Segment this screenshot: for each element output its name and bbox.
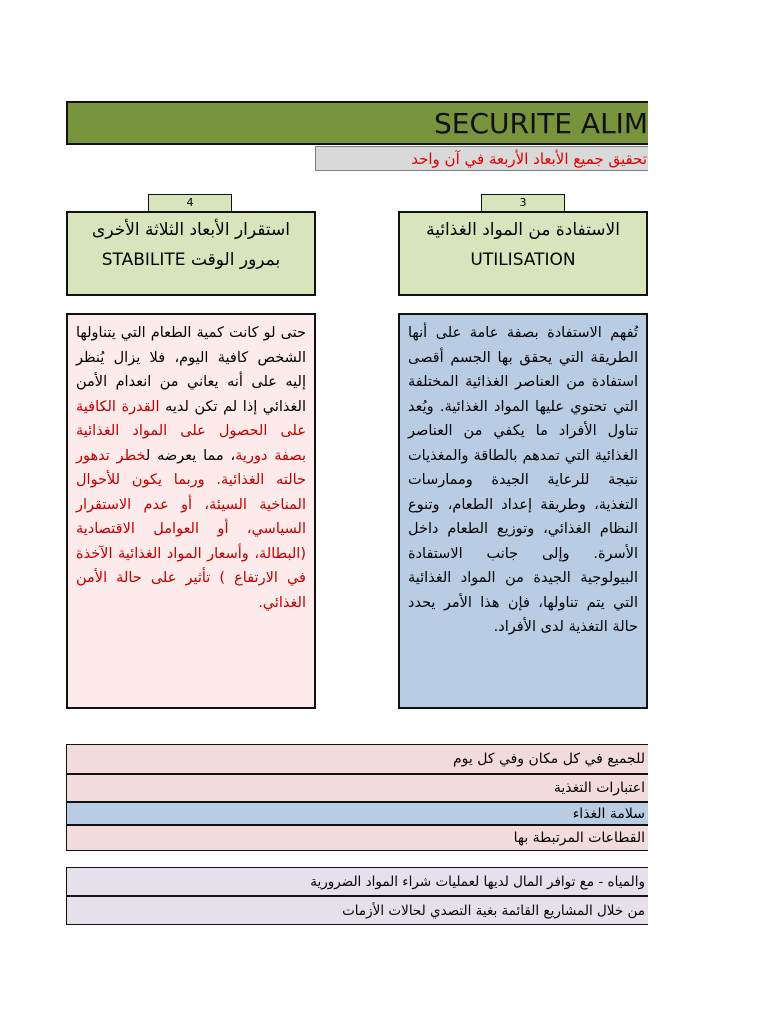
stability-text-1: حتى لو كانت كمية الطعام التي يتناولها الشخص كافية اليوم، فلا يزال يُنظر إليه على أنه يعاني من انعدام الأمن الغذائي إذا لم تكن لديه: [76, 325, 306, 415]
page-title: [66, 101, 648, 145]
detail-row-water: [66, 867, 648, 896]
utilisation-text: تُفهم الاستفادة بصفة عامة على أنها الطريقة التي يحقق بها الجسم أقصى استفادة من العناصر الغذائية المختلفة التي تحتوي عليها المواد الغذائية. ويُعد تناول الأفراد ما يكفي من العناصر الغذائية التي تمدهم بالطاقة والمغذيات نتيجة للرعاية الجيدة وممارسات التغذية، وطريقة إعداد الطعام، وتنوع النظام الغذائي، وتوزيع الطعام داخل الأسرة. وإلى جانب الاستفادة البيولوجية الجيدة من المواد الغذائية التي يتم تناولها، فإن هذا الأمر يحدد حالة التغذية لدى الأفراد.: [408, 325, 638, 635]
stability-text-2: ، مما يعرضه ل: [145, 447, 236, 464]
detail-row-projects: [66, 896, 648, 925]
stability-heading-mixed: STABILITE بمرور الوقت: [101, 250, 281, 270]
dimension-number-4-text: 4: [186, 196, 194, 209]
summary-row-sectors-text: القطاعات المرتبطة بها: [513, 830, 645, 846]
stability-header: [66, 211, 316, 296]
summary-row-food-safety: [66, 802, 648, 825]
summary-row-everyone: [66, 744, 648, 774]
stability-text-red-1: القدرة الكافية على الحصول على المواد الغذائية بصفة دورية: [76, 398, 306, 464]
stability-text-red-2: خطر تدهور حالته الغذائية. وربما يكون للأحوال المناخية السيئة، أو عدم الاستقرار السياسي، أو العوامل الاقتصادية (البطالة، وأسعار المواد الغذائية الآخذة في الارتفاع ) تأثير على حالة الأمن الغذائي.: [76, 447, 306, 611]
dimension-number-3: [481, 194, 565, 212]
summary-row-everyone-text: للجميع في كل مكان وفي كل يوم: [452, 751, 645, 767]
utilisation-heading-ar: الاستفادة من المواد الغذائية: [426, 220, 620, 240]
utilisation-header: [398, 211, 648, 296]
summary-row-nutrition: [66, 774, 648, 802]
dimension-number-4: [148, 194, 232, 212]
subtitle-text: تحقيق جميع الأبعاد الأربعة في آن واحد: [411, 149, 647, 168]
summary-row-sectors: [66, 825, 648, 851]
detail-row-water-text: والمياه - مع توافر المال لديها لعمليات شراء المواد الضرورية: [310, 873, 645, 890]
subtitle: [315, 146, 648, 171]
stability-heading-ar: استقرار الأبعاد الثلاثة الأخرى: [92, 220, 290, 240]
utilisation-description: [398, 313, 648, 709]
stability-description: [66, 313, 316, 709]
page-title-text: SECURITE ALIM: [434, 106, 648, 140]
summary-row-food-safety-text: سلامة الغذاء: [572, 805, 645, 822]
dimension-number-3-text: 3: [519, 196, 527, 209]
summary-row-nutrition-text: اعتبارات التغذية: [553, 780, 645, 796]
detail-row-projects-text: من خلال المشاريع القائمة بغية التصدي لحالات الأزمات: [342, 902, 645, 919]
utilisation-heading-en: UTILISATION: [470, 250, 576, 270]
